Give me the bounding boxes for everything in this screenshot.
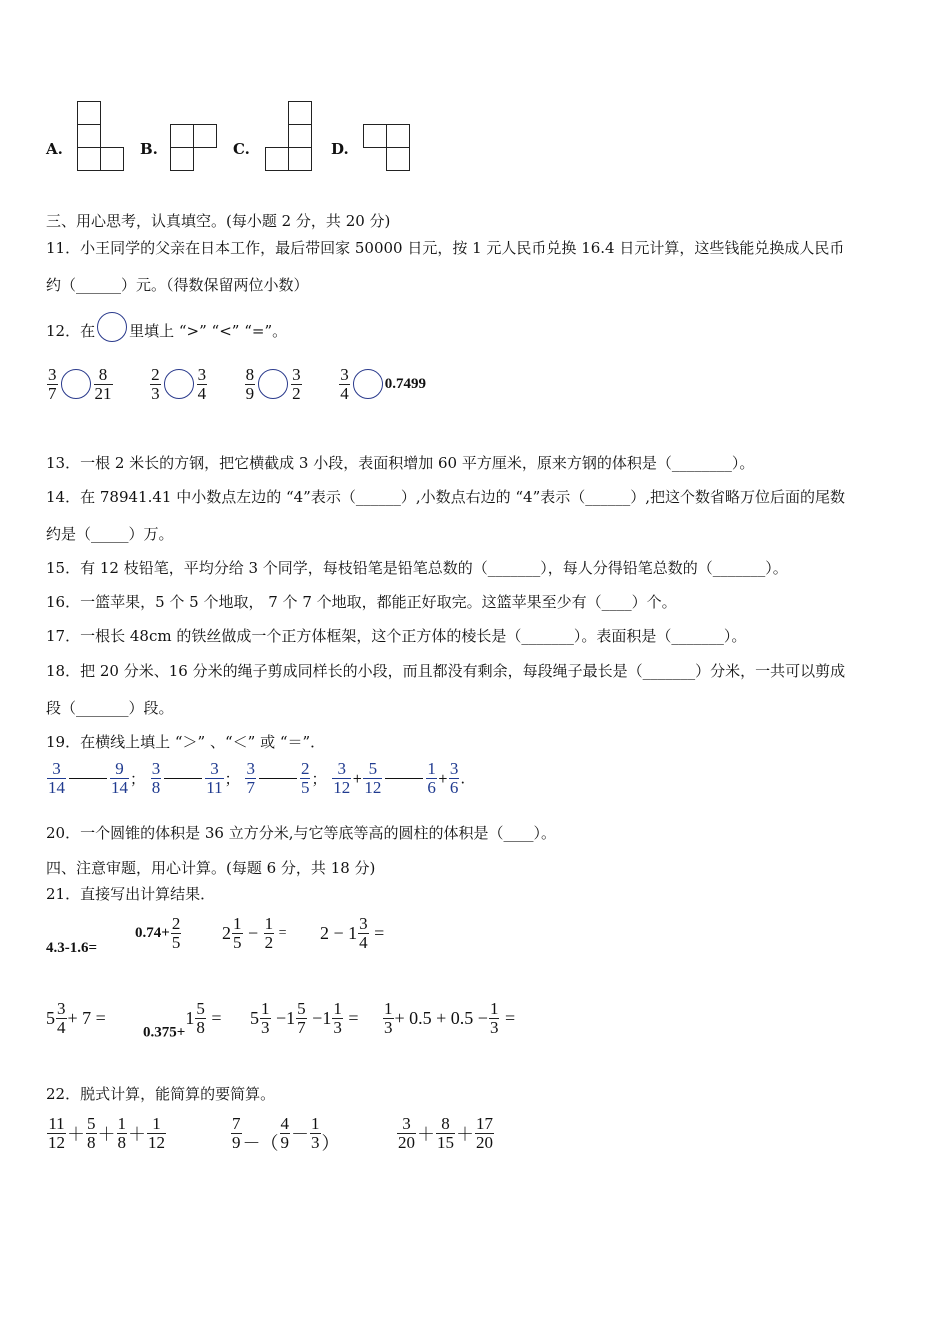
fraction: $\frac{3}{11}$ bbox=[206, 759, 223, 797]
fraction: $\frac{3}{4}$ bbox=[197, 365, 207, 403]
answer-blank[interactable] bbox=[164, 778, 202, 779]
option-b-label: B. bbox=[140, 140, 158, 158]
q12-tail-value: 0.7499 bbox=[384, 375, 426, 392]
q21-expr-4: 2 − 1 $\frac{3}{4}$ = bbox=[320, 914, 385, 952]
fraction: $\frac{3}{6}$ bbox=[449, 759, 459, 797]
fraction: $\frac{3}{7}$ bbox=[246, 759, 255, 797]
compare-circle-icon bbox=[97, 312, 127, 342]
q21-title: 21．直接写出计算结果． bbox=[46, 885, 216, 903]
q18-line2: 段（_______）段。 bbox=[46, 699, 174, 717]
fraction: $\frac{3}{7}$ bbox=[48, 365, 57, 403]
q18-line1: 18．把 20 分米、16 分米的绳子剪成同样长的小段，而且都没有剩余，每段绳子最长是（_______）分米，一共可以剪成 bbox=[46, 662, 846, 680]
fraction: $\frac{1}{6}$ bbox=[427, 759, 436, 797]
q21-expr-2: 0.74+ $\frac{2}{5}$ bbox=[135, 914, 181, 952]
q14-line1: 14．在 78941.41 中小数点左边的 “4”表示（______）,小数点右边的 “4”表示（______）,把这个数省略万位后面的尾数 bbox=[46, 488, 846, 506]
q12-suffix: 里填上 “>” “<” “=”。 bbox=[129, 322, 288, 340]
compare-circle[interactable] bbox=[164, 369, 194, 399]
q20: 20．一个圆锥的体积是 36 立方分米,与它等底等高的圆柱的体积是（____）。 bbox=[46, 824, 556, 842]
q15: 15．有 12 枝铅笔，平均分给 3 个同学，每枝铅笔是铅笔总数的（_______），每人分得铅笔总数的（_______）。 bbox=[46, 559, 788, 577]
q22-expr-2: $\frac{7}{9}$ －（ $\frac{4}{9}$ － $\frac{1}{3}$ ） bbox=[232, 1114, 340, 1154]
q11-line1: 11．小王同学的父亲在日本工作，最后带回家 50000 日元，按 1 元人民币兑换 16.4 日元计算，这些钱能兑换成人民币 bbox=[46, 239, 845, 257]
fraction: $\frac{3}{8}$ bbox=[151, 759, 161, 797]
fraction: $\frac{2}{5}$ bbox=[300, 759, 310, 797]
q12-comparisons bbox=[46, 366, 426, 403]
option-d-label: D. bbox=[331, 140, 349, 158]
compare-circle[interactable] bbox=[258, 369, 288, 399]
fraction: $\frac{3}{12}$ bbox=[333, 759, 351, 797]
q16: 16．一篮苹果，5 个 5 个地取， 7 个 7 个地取，都能正好取完。这篮苹果至少有（____）个。 bbox=[46, 593, 677, 611]
fraction: $\frac{3}{14}$ bbox=[48, 759, 65, 797]
section4-title: 四、注意审题，用心计算。(每题 6 分，共 18 分) bbox=[46, 859, 376, 877]
fraction: $\frac{3}{4}$ bbox=[340, 365, 349, 403]
fraction: $\frac{5}{12}$ bbox=[364, 759, 382, 797]
q19-title: 19．在横线上填上 “＞” 、“＜” 或 “＝”． bbox=[46, 733, 326, 751]
q21-expr-5: 5 $\frac{3}{4}$ + 7 = bbox=[46, 999, 106, 1037]
answer-blank[interactable] bbox=[385, 778, 423, 779]
compare-circle[interactable] bbox=[61, 369, 91, 399]
q21-expr-1: 4.3-1.6= bbox=[46, 940, 98, 956]
fraction: $\frac{9}{14}$ bbox=[111, 759, 128, 797]
option-a-label: A. bbox=[46, 140, 63, 158]
q13: 13．一根 2 米长的方钢，把它横截成 3 小段，表面积增加 60 平方厘米，原来方钢的体积是（________）。 bbox=[46, 454, 755, 472]
q11-line2: 约（______）元。（得数保留两位小数） bbox=[46, 276, 309, 294]
q22-expr-1: $\frac{11}{12}$ ＋ $\frac{5}{8}$ ＋ $\frac{1}{8}$ ＋ $\frac{1}{12}$ bbox=[48, 1114, 165, 1152]
q21-expr-6: $_{0.375+}$1 $\frac{5}{8}$ = bbox=[143, 999, 222, 1041]
q21-expr-8: $\frac{1}{3}$ + 0.5 + 0.5 − $\frac{1}{3}$ = bbox=[384, 999, 516, 1037]
fraction: $\frac{8}{9}$ bbox=[245, 365, 255, 403]
q22-expr-3: $\frac{3}{20}$ ＋ $\frac{8}{15}$ ＋ $\frac{17}{20}$ bbox=[398, 1114, 493, 1152]
q12-title bbox=[46, 312, 287, 342]
fraction: $\frac{3}{2}$ bbox=[292, 365, 301, 403]
fraction: $\frac{8}{21}$ bbox=[94, 365, 112, 403]
section3-title: 三、用心思考，认真填空。(每小题 2 分，共 20 分) bbox=[46, 212, 391, 230]
q14-line2: 约是（_____）万。 bbox=[46, 525, 174, 543]
q21-expr-3: 2 $\frac{1}{5}$ − $\frac{1}{2}$ = bbox=[222, 914, 287, 952]
option-c-label: C. bbox=[233, 140, 250, 158]
q21-expr-7: 5 $\frac{1}{3}$ −1 $\frac{5}{7}$ −1 $\frac{1}{3}$ = bbox=[250, 999, 359, 1037]
q19-comparisons: $\frac{3}{14}$ $\frac{9}{14}$ ； $\frac{3}{8}$ $\frac{3}{11}$ ； $\frac{3}{7}$ $\frac{2}{5}$ ； $\frac{3}{12}$ + $\frac{5}{12}$ $\frac{1}{6}$ + $\frac{3}{6}$ . bbox=[48, 759, 466, 797]
q12-prefix: 12．在 bbox=[46, 322, 96, 340]
fraction: $\frac{2}{3}$ bbox=[151, 365, 160, 403]
answer-blank[interactable] bbox=[69, 778, 107, 779]
compare-circle[interactable] bbox=[353, 369, 383, 399]
answer-blank[interactable] bbox=[259, 778, 297, 779]
q17: 17．一根长 48cm 的铁丝做成一个正方体框架，这个正方体的棱长是（_______）。表面积是（_______）。 bbox=[46, 627, 747, 645]
q22-title: 22．脱式计算，能简算的要简算。 bbox=[46, 1085, 276, 1103]
